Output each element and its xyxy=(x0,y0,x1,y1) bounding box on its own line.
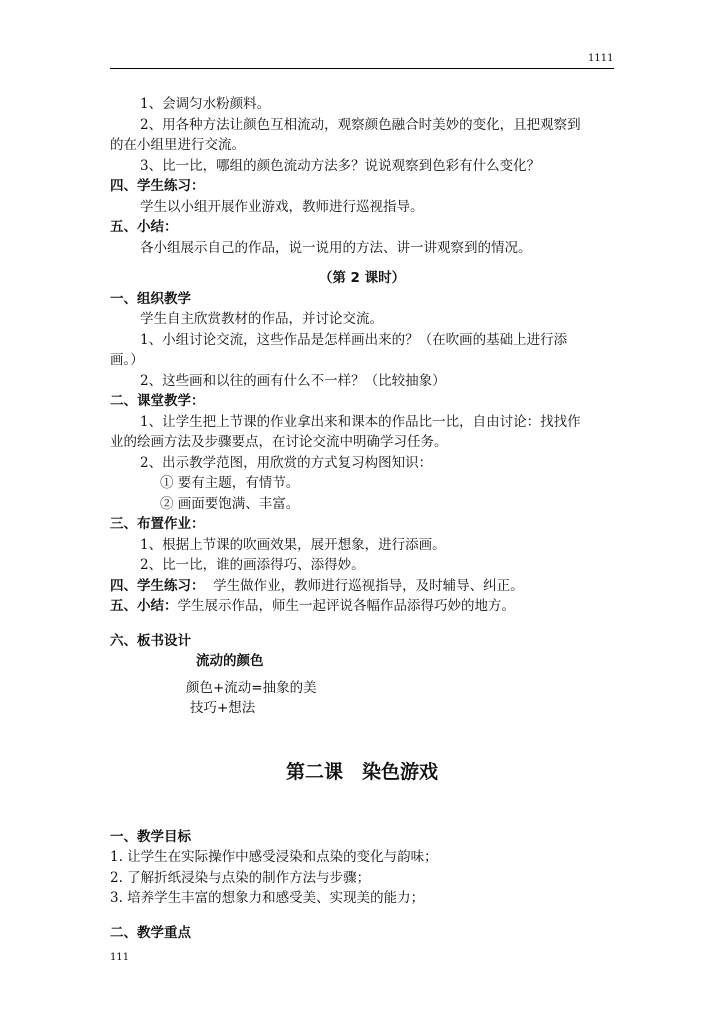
section-heading-summary: 五、小结： xyxy=(110,219,178,235)
summary-text: 各小组展示自己的作品，说一说用的方法、讲一讲观察到的情况。 xyxy=(140,239,532,256)
s2-organize-1-line-1: 1、小组讨论交流，这些作品是怎样画出来的？（在吹画的基础上进行添 xyxy=(140,331,568,348)
step-2-line-2: 的在小组里进行交流。 xyxy=(110,137,245,153)
s2-heading-homework: 三、布置作业： xyxy=(110,516,205,532)
s2-homework-1: 1、根据上节课的吹画效果，展开想象，进行添画。 xyxy=(140,536,446,553)
s2-heading-summary: 五、小结： xyxy=(110,598,178,614)
header-rule xyxy=(110,68,614,69)
practice-text: 学生以小组开展作业游戏，教师进行巡视指导。 xyxy=(140,198,424,215)
s2-summary-text: 学生展示作品，师生一起评说各幅作品添得巧妙的地方。 xyxy=(177,598,515,614)
section-heading-practice: 四、学生练习： xyxy=(110,178,205,194)
board-line-1: 颜色+流动=抽象的美 xyxy=(186,679,317,696)
s2-homework-2: 2、比一比，谁的画添得巧、添得妙。 xyxy=(140,557,365,573)
l2-goal-1: 1. 让学生在实际操作中感受浸染和点染的变化与韵味； xyxy=(110,849,438,865)
s2-classroom-2-b: ② 画面要饱满、丰富。 xyxy=(160,495,300,512)
s2-heading-organize: 一、组织教学 xyxy=(110,290,191,307)
s2-organize-text: 学生自主欣赏教材的作品，并讨论交流。 xyxy=(140,311,383,327)
s2-practice-row xyxy=(110,576,614,597)
step-2-line-1: 2、用各种方法让颜色互相流动，观察颜色融合时美妙的变化，且把观察到 xyxy=(140,116,581,133)
s2-organize-2: 2、这些画和以往的画有什么不一样？（比较抽象） xyxy=(140,372,446,389)
session-2-title: （第 2 课时） xyxy=(318,270,406,286)
l2-heading-focus: 二、教学重点 xyxy=(110,924,191,941)
header-page-number: 1111 xyxy=(588,53,614,64)
s2-organize-1-line-2: 画。） xyxy=(110,352,144,368)
s2-classroom-2: 2、出示教学范图，用欣赏的方式复习构图知识： xyxy=(140,454,433,471)
s2-heading-classroom: 二、课堂教学： xyxy=(110,393,205,409)
footer-page-number: 111 xyxy=(110,952,130,963)
s2-heading-practice: 四、学生练习： xyxy=(110,577,205,594)
s2-classroom-1-line-1: 1、让学生把上节课的作业拿出来和课本的作品比一比，自由讨论：找找作 xyxy=(140,413,581,430)
l2-goal-3: 3. 培养学生丰富的想象力和感受美、实现美的能力； xyxy=(110,890,425,906)
lesson-2-title: 第二课 染色游戏 xyxy=(285,760,438,783)
s2-classroom-2-a: ① 要有主题，有情节。 xyxy=(160,475,300,491)
step-1: 1、会调匀水粉颜料。 xyxy=(140,96,271,112)
s2-heading-board: 六、板书设计 xyxy=(110,632,191,649)
s2-practice-text: 学生做作业，教师进行巡视指导，及时辅导、纠正。 xyxy=(213,577,524,594)
board-line-2: 技巧+想法 xyxy=(190,700,256,716)
document-body xyxy=(110,94,614,943)
s2-classroom-1-line-2: 业的绘画方法及步骤要点，在讨论交流中明确学习任务。 xyxy=(110,434,448,450)
board-title: 流动的颜色 xyxy=(196,653,264,669)
s2-summary-row xyxy=(110,596,614,617)
step-3: 3、比一比，哪组的颜色流动方法多？说说观察到色彩有什么变化？ xyxy=(140,157,541,174)
l2-heading-goals: 一、教学目标 xyxy=(110,828,191,845)
l2-goal-2: 2. 了解折纸浸染与点染的制作方法与步骤； xyxy=(110,869,371,886)
